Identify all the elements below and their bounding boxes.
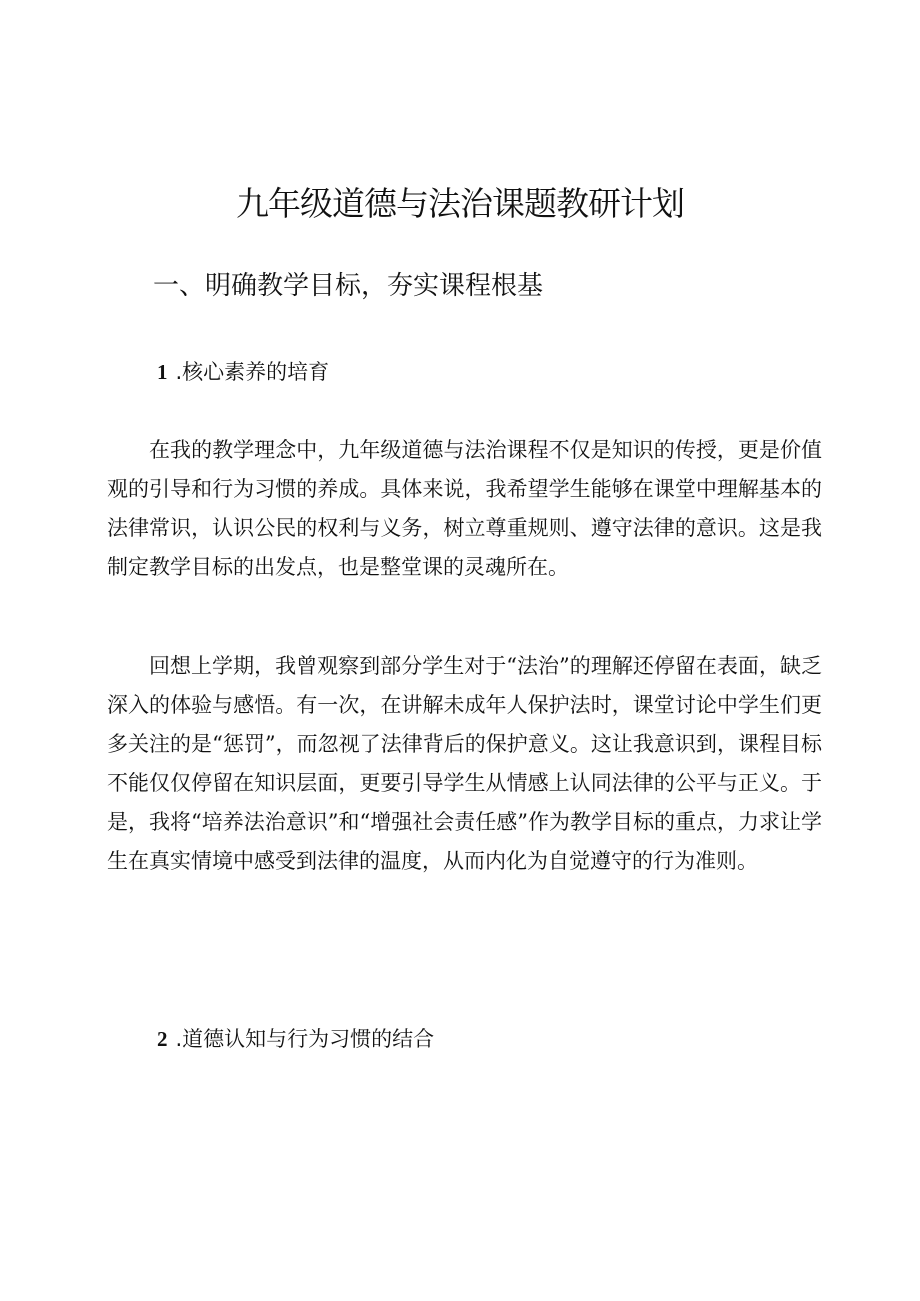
subsection-number: 2 xyxy=(157,1027,168,1051)
body-paragraph-2: 回想上学期，我曾观察到部分学生对于“法治”的理解还停留在表面，缺乏深入的体验与感悟。有一次，在讲解未成年人保护法时，课堂讨论中学生们更多关注的是“惩罚”，而忽视了法律背后的保护意义。这让我意识到，课程目标不能仅仅停留在知识层面，更要引导学生从情感上认同法律的公平与正义。于是，我将“培养法治意识”和“增强社会责任感”作为教学目标的重点，力求让学生在真实情境中感受到法律的温度，从而内化为自觉遵守的行为准则。 xyxy=(107,654,822,873)
section-heading: 一、明确教学目标，夯实课程根基 xyxy=(153,271,544,301)
subsection-title: .核心素养的培育 xyxy=(175,360,330,384)
subsection-heading-1 xyxy=(157,355,329,389)
subsection-heading-2 xyxy=(157,1022,434,1056)
document-title: 九年级道德与法治课题教研计划 xyxy=(236,184,684,223)
subsection-title: .道德认知与行为习惯的结合 xyxy=(175,1027,435,1051)
subsection-number: 1 xyxy=(157,360,168,384)
body-paragraph-1: 在我的教学理念中，九年级道德与法治课程不仅是知识的传授，更是价值观的引导和行为习惯的养成。具体来说，我希望学生能够在课堂中理解基本的法律常识，认识公民的权利与义务，树立尊重规则、遵守法律的意识。这是我制定教学目标的出发点，也是整堂课的灵魂所在。 xyxy=(107,438,822,579)
